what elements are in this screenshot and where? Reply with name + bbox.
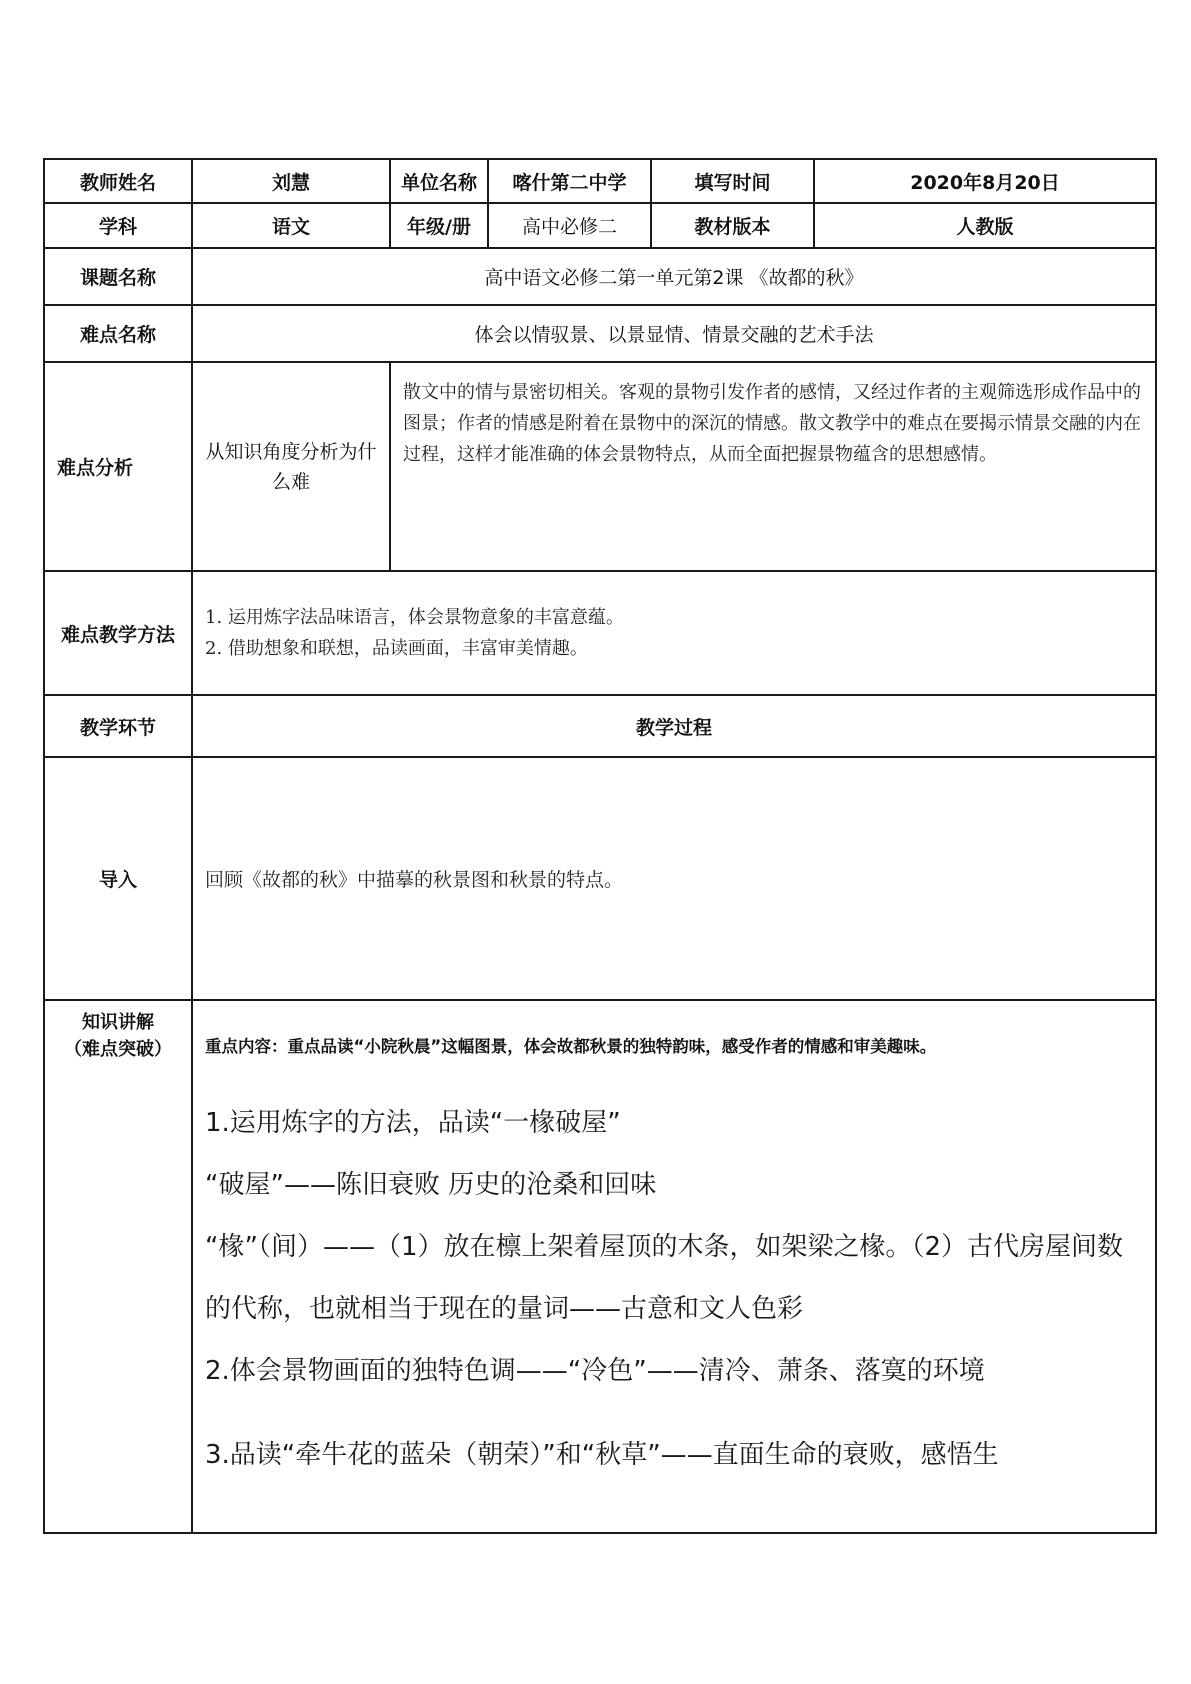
subject-label: 学科 <box>44 203 192 248</box>
subject-value: 语文 <box>192 203 390 248</box>
topic-label: 课题名称 <box>44 248 192 305</box>
stage-header: 教学环节 <box>44 695 192 757</box>
edition-label: 教材版本 <box>651 203 814 248</box>
topic-value: 高中语文必修二第一单元第2课 《故都的秋》 <box>192 248 1156 305</box>
fill-date-label: 填写时间 <box>651 159 814 203</box>
difficulty-row <box>44 305 1156 362</box>
intro-text: 回顾《故都的秋》中描摹的秋景图和秋景的特点。 <box>192 757 1156 1000</box>
knowledge-line-4: 2.体会景物画面的独特色调——“冷色”——清冷、萧条、落寞的环境 <box>205 1356 985 1386</box>
methods-item-1: 1. 运用炼字法品味语言，体会景物意象的丰富意蕴。 <box>205 607 624 628</box>
unit-name-label: 单位名称 <box>390 159 488 203</box>
analysis-text: 散文中的情与景密切相关。客观的景物引发作者的感情，又经过作者的主观筛选形成作品中的图景；作者的情感是附着在景物中的深沉的情感。散文教学中的难点在要揭示情景交融的内在过程，这样才能准确的体会景物特点，从而全面把握景物蕴含的思想感情。 <box>403 382 1141 465</box>
knowledge-label-line2: （难点突破） <box>64 1039 172 1060</box>
knowledge-row <box>44 1000 1156 1533</box>
knowledge-line-1: 1.运用炼字的方法，品读“一椽破屋” <box>205 1108 621 1138</box>
knowledge-label-line1: 知识讲解 <box>82 1012 154 1033</box>
fill-date-value: 2020年8月20日 <box>814 159 1156 203</box>
analysis-angle: 从知识角度分析为什么难 <box>192 362 390 571</box>
unit-name-value: 喀什第二中学 <box>488 159 651 203</box>
methods-cell <box>192 571 1156 695</box>
methods-item-2: 2. 借助想象和联想，品读画面，丰富审美情趣。 <box>205 638 588 659</box>
knowledge-label-cell <box>44 1000 192 1533</box>
intro-label: 导入 <box>44 757 192 1000</box>
process-header-row <box>44 695 1156 757</box>
grade-value: 高中必修二 <box>488 203 651 248</box>
teacher-name-value: 刘慧 <box>192 159 390 203</box>
intro-row <box>44 757 1156 1000</box>
info-row-2 <box>44 203 1156 248</box>
difficulty-value: 体会以情驭景、以景显情、情景交融的艺术手法 <box>192 305 1156 362</box>
knowledge-line-2: “破屋”——陈旧衰败 历史的沧桑和回味 <box>205 1170 657 1200</box>
knowledge-content-cell <box>192 1000 1156 1533</box>
analysis-label: 难点分析 <box>44 362 192 571</box>
methods-row <box>44 571 1156 695</box>
analysis-row <box>44 362 1156 571</box>
methods-label: 难点教学方法 <box>44 571 192 695</box>
edition-value: 人教版 <box>814 203 1156 248</box>
knowledge-line-5: 3.品读“牵牛花的蓝朵（朝荣）”和“秋草”——直面生命的衰败，感悟生 <box>205 1440 999 1470</box>
teacher-name-label: 教师姓名 <box>44 159 192 203</box>
analysis-text-cell <box>390 362 1156 571</box>
process-header: 教学过程 <box>192 695 1156 757</box>
lesson-plan-table <box>43 158 1157 1534</box>
info-row-1 <box>44 159 1156 203</box>
grade-label: 年级/册 <box>390 203 488 248</box>
topic-row <box>44 248 1156 305</box>
difficulty-label: 难点名称 <box>44 305 192 362</box>
knowledge-line-3: “椽”（间）——（1）放在檩上架着屋顶的木条，如架梁之椽。（2）古代房屋间数的代称，也就相当于现在的量词——古意和文人色彩 <box>205 1232 1124 1324</box>
focus-content: 重点内容：重点品读“小院秋晨”这幅图景，体会故都秋景的独特韵味，感受作者的情感和审美趣味。 <box>205 1037 937 1056</box>
